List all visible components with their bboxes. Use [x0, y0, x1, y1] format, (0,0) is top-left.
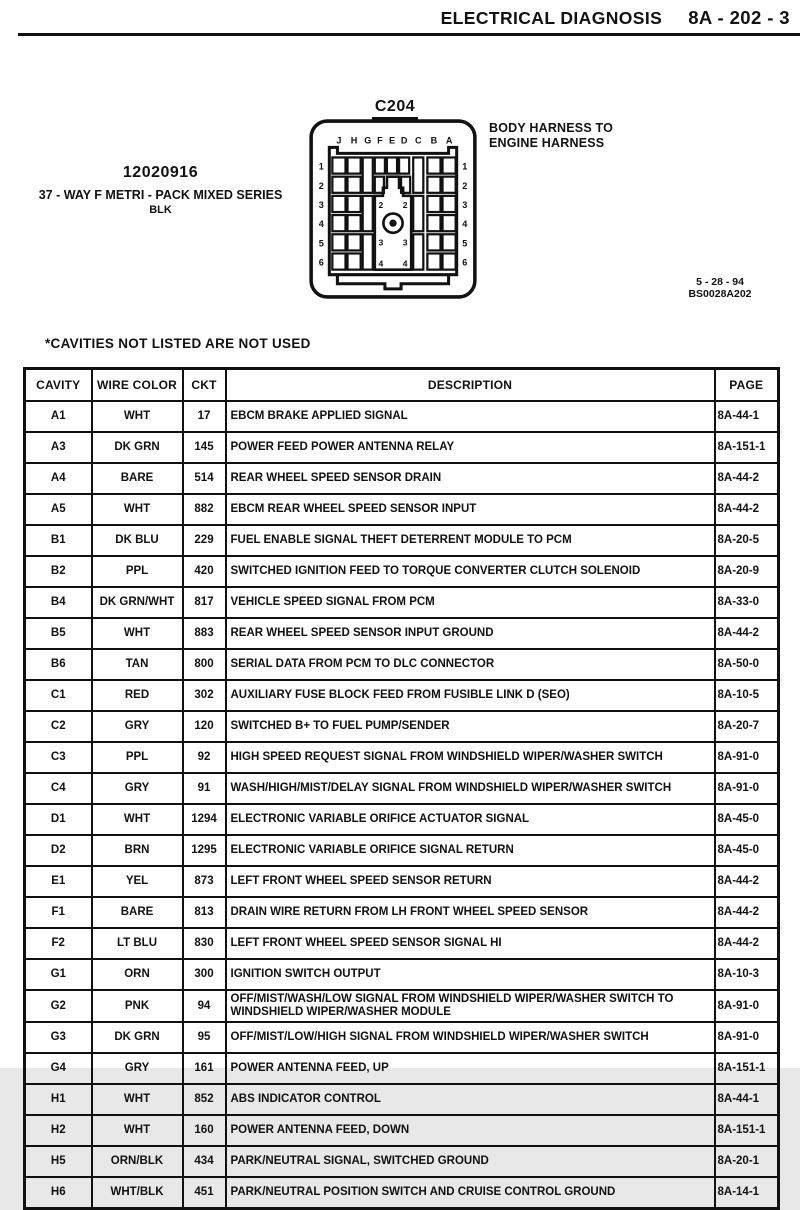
ckt-cell: 451	[183, 1177, 226, 1209]
table-row	[25, 556, 779, 587]
part-block	[18, 164, 303, 216]
ckt-cell: 95	[183, 1022, 226, 1053]
cavity-cell: F2	[25, 928, 92, 959]
figure-date-block	[655, 276, 785, 300]
svg-text:C: C	[414, 135, 422, 146]
svg-text:F: F	[377, 135, 383, 146]
ckt-cell: 145	[183, 432, 226, 463]
cavity-cell: A1	[25, 401, 92, 432]
header-ckt: CKT	[183, 369, 226, 402]
table-row	[25, 401, 779, 432]
svg-text:1: 1	[462, 161, 468, 172]
cavity-cell: G1	[25, 959, 92, 990]
series-label: 37 - WAY F METRI - PACK MIXED SERIES	[38, 188, 283, 202]
description-cell: IGNITION SWITCH OUTPUT	[226, 959, 715, 990]
table-row	[25, 1115, 779, 1146]
cavity-cell: A4	[25, 463, 92, 494]
wire-color-cell: PNK	[92, 990, 183, 1022]
wire-color-cell: WHT	[92, 1084, 183, 1115]
page-title	[441, 7, 790, 29]
table-row	[25, 680, 779, 711]
cavity-cell: B2	[25, 556, 92, 587]
description-cell: POWER ANTENNA FEED, DOWN	[226, 1115, 715, 1146]
wire-color-cell: PPL	[92, 742, 183, 773]
cavity-cell: B5	[25, 618, 92, 649]
svg-text:2: 2	[378, 199, 384, 210]
table-row	[25, 866, 779, 897]
ckt-cell: 813	[183, 897, 226, 928]
cavity-cell: G3	[25, 1022, 92, 1053]
page-cell: 8A-91-0	[715, 742, 779, 773]
table-row	[25, 742, 779, 773]
cavity-cell: H5	[25, 1146, 92, 1177]
svg-text:5: 5	[318, 238, 324, 249]
svg-text:A: A	[445, 135, 453, 146]
wire-color-cell: GRY	[92, 1053, 183, 1084]
description-cell: EBCM REAR WHEEL SPEED SENSOR INPUT	[226, 494, 715, 525]
ckt-cell: 17	[183, 401, 226, 432]
page-cell: 8A-33-0	[715, 587, 779, 618]
figure-date: 5 - 28 - 94	[696, 276, 744, 288]
page-cell: 8A-91-0	[715, 773, 779, 804]
page-cell: 8A-91-0	[715, 1022, 779, 1053]
page-ref: 8A - 202 - 3	[688, 7, 790, 28]
svg-text:6: 6	[318, 257, 324, 268]
svg-text:D: D	[400, 135, 408, 146]
wire-color-cell: DK GRN/WHT	[92, 587, 183, 618]
ckt-cell: 161	[183, 1053, 226, 1084]
ckt-cell: 420	[183, 556, 226, 587]
svg-text:4: 4	[462, 219, 468, 230]
cavity-cell: C4	[25, 773, 92, 804]
cavity-cell: F1	[25, 897, 92, 928]
cavity-cell: G2	[25, 990, 92, 1022]
page-cell: 8A-44-2	[715, 463, 779, 494]
ckt-cell: 300	[183, 959, 226, 990]
ckt-cell: 94	[183, 990, 226, 1022]
wire-color-cell: PPL	[92, 556, 183, 587]
page-cell: 8A-45-0	[715, 835, 779, 866]
cavity-cell: B4	[25, 587, 92, 618]
wire-color-cell: WHT/BLK	[92, 1177, 183, 1209]
svg-text:4: 4	[318, 219, 324, 230]
table-row	[25, 432, 779, 463]
table-row	[25, 959, 779, 990]
cavity-cell: A5	[25, 494, 92, 525]
wire-color-cell: DK GRN	[92, 1022, 183, 1053]
row-numbers-right	[462, 162, 467, 268]
page-cell: 8A-44-1	[715, 1084, 779, 1115]
page-cell: 8A-50-0	[715, 649, 779, 680]
cavity-cell: C2	[25, 711, 92, 742]
table-row	[25, 990, 779, 1022]
header-rule	[18, 33, 800, 36]
page-cell: 8A-20-7	[715, 711, 779, 742]
cavity-cell: D2	[25, 835, 92, 866]
page-cell: 8A-151-1	[715, 432, 779, 463]
description-cell: EBCM BRAKE APPLIED SIGNAL	[226, 401, 715, 432]
cavity-cell: E1	[25, 866, 92, 897]
description-cell: WASH/HIGH/MIST/DELAY SIGNAL FROM WINDSHIELD WIPER/WASHER SWITCH	[226, 773, 715, 804]
wire-color-cell: BARE	[92, 897, 183, 928]
description-cell: REAR WHEEL SPEED SENSOR DRAIN	[226, 463, 715, 494]
svg-text:3: 3	[462, 199, 468, 210]
description-cell: FUEL ENABLE SIGNAL THEFT DETERRENT MODULE TO PCM	[226, 525, 715, 556]
svg-text:E: E	[388, 135, 396, 146]
description-cell: LEFT FRONT WHEEL SPEED SENSOR RETURN	[226, 866, 715, 897]
header-cavity: CAVITY	[25, 369, 92, 402]
row-numbers-left	[319, 162, 324, 268]
table-row	[25, 494, 779, 525]
description-cell: DRAIN WIRE RETURN FROM LH FRONT WHEEL SPEED SENSOR	[226, 897, 715, 928]
ckt-cell: 883	[183, 618, 226, 649]
description-cell: ELECTRONIC VARIABLE ORIFICE SIGNAL RETURN	[226, 835, 715, 866]
header-wire-color: WIRE COLOR	[92, 369, 183, 402]
ckt-cell: 817	[183, 587, 226, 618]
table-row	[25, 1084, 779, 1115]
svg-text:6: 6	[462, 257, 468, 268]
ckt-cell: 434	[183, 1146, 226, 1177]
svg-text:1: 1	[318, 161, 324, 172]
ckt-cell: 302	[183, 680, 226, 711]
cavities-note: *CAVITIES NOT LISTED ARE NOT USED	[45, 336, 311, 351]
description-cell: REAR WHEEL SPEED SENSOR INPUT GROUND	[226, 618, 715, 649]
page-cell: 8A-44-2	[715, 866, 779, 897]
description-cell: POWER ANTENNA FEED, UP	[226, 1053, 715, 1084]
page-cell: 8A-44-2	[715, 897, 779, 928]
table-header-row	[25, 369, 779, 402]
cavity-cell: A3	[25, 432, 92, 463]
svg-text:5: 5	[462, 238, 468, 249]
page-cell: 8A-44-2	[715, 928, 779, 959]
page-cell: 8A-44-1	[715, 401, 779, 432]
table-row	[25, 1146, 779, 1177]
table-row	[25, 928, 779, 959]
page-cell: 8A-151-1	[715, 1115, 779, 1146]
ckt-cell: 1294	[183, 804, 226, 835]
wire-color-cell: WHT	[92, 401, 183, 432]
table-row	[25, 649, 779, 680]
description-cell: PARK/NEUTRAL POSITION SWITCH AND CRUISE CONTROL GROUND	[226, 1177, 715, 1209]
pin-letter-row	[336, 135, 452, 145]
description-cell: ABS INDICATOR CONTROL	[226, 1084, 715, 1115]
svg-text:B: B	[430, 135, 438, 146]
page-cell: 8A-45-0	[715, 804, 779, 835]
wire-color-cell: GRY	[92, 773, 183, 804]
description-cell: SWITCHED B+ TO FUEL PUMP/SENDER	[226, 711, 715, 742]
ckt-cell: 514	[183, 463, 226, 494]
description-cell: OFF/MIST/LOW/HIGH SIGNAL FROM WINDSHIELD WIPER/WASHER SWITCH	[226, 1022, 715, 1053]
cavity-cell: B6	[25, 649, 92, 680]
table-row	[25, 897, 779, 928]
svg-text:2: 2	[318, 180, 324, 191]
wire-color-cell: DK BLU	[92, 525, 183, 556]
ckt-cell: 800	[183, 649, 226, 680]
wire-color-cell: YEL	[92, 866, 183, 897]
wire-color-cell: TAN	[92, 649, 183, 680]
wire-color-cell: WHT	[92, 1115, 183, 1146]
description-cell: HIGH SPEED REQUEST SIGNAL FROM WINDSHIELD WIPER/WASHER SWITCH	[226, 742, 715, 773]
table-row	[25, 1053, 779, 1084]
connector-id-label: C204	[330, 98, 460, 120]
wire-color-cell: DK GRN	[92, 432, 183, 463]
wire-color-cell: ORN/BLK	[92, 1146, 183, 1177]
part-number: 12020916	[122, 164, 199, 181]
svg-text:3: 3	[378, 237, 384, 248]
table-row	[25, 587, 779, 618]
header-page: PAGE	[715, 369, 779, 402]
svg-text:3: 3	[318, 199, 324, 210]
table-row	[25, 618, 779, 649]
page-cell: 8A-91-0	[715, 990, 779, 1022]
wire-color-cell: WHT	[92, 618, 183, 649]
table-row	[25, 804, 779, 835]
table-row	[25, 1022, 779, 1053]
page-cell: 8A-20-5	[715, 525, 779, 556]
svg-text:2: 2	[402, 199, 408, 210]
page-cell: 8A-20-9	[715, 556, 779, 587]
ckt-cell: 830	[183, 928, 226, 959]
wire-color-cell: ORN	[92, 959, 183, 990]
wire-color-cell: BRN	[92, 835, 183, 866]
header-description: DESCRIPTION	[226, 369, 715, 402]
wire-color-cell: WHT	[92, 804, 183, 835]
table-row	[25, 773, 779, 804]
cavity-cell: B1	[25, 525, 92, 556]
cavity-cell: G4	[25, 1053, 92, 1084]
ckt-cell: 91	[183, 773, 226, 804]
table-row	[25, 835, 779, 866]
connector-svg	[308, 115, 478, 303]
ckt-cell: 1295	[183, 835, 226, 866]
harness-label: BODY HARNESS TO ENGINE HARNESS	[489, 121, 614, 150]
description-cell: SWITCHED IGNITION FEED TO TORQUE CONVERTER CLUTCH SOLENOID	[226, 556, 715, 587]
table-row	[25, 525, 779, 556]
description-cell: OFF/MIST/WASH/LOW SIGNAL FROM WINDSHIELD WIPER/WASHER SWITCH TO WINDSHIELD WIPER/WASHER MODULE	[226, 990, 715, 1022]
description-cell: LEFT FRONT WHEEL SPEED SENSOR SIGNAL HI	[226, 928, 715, 959]
description-cell: ELECTRONIC VARIABLE ORIFICE ACTUATOR SIGNAL	[226, 804, 715, 835]
table-row	[25, 463, 779, 494]
ckt-cell: 160	[183, 1115, 226, 1146]
page-cell: 8A-44-2	[715, 494, 779, 525]
mounting-hole-center	[389, 220, 396, 227]
page-cell: 8A-44-2	[715, 618, 779, 649]
figure-doc-number: BS0028A202	[688, 288, 752, 300]
ckt-cell: 92	[183, 742, 226, 773]
page-cell: 8A-10-3	[715, 959, 779, 990]
svg-text:4: 4	[402, 258, 408, 269]
bottom-bracket	[337, 275, 448, 289]
svg-text:4: 4	[378, 258, 384, 269]
wire-color-cell: RED	[92, 680, 183, 711]
cavity-cell: C1	[25, 680, 92, 711]
cavity-cell: D1	[25, 804, 92, 835]
svg-text:3: 3	[402, 237, 408, 248]
ckt-cell: 120	[183, 711, 226, 742]
description-cell: SERIAL DATA FROM PCM TO DLC CONNECTOR	[226, 649, 715, 680]
page-cell: 8A-14-1	[715, 1177, 779, 1209]
cavity-cell: C3	[25, 742, 92, 773]
ckt-cell: 852	[183, 1084, 226, 1115]
cavity-table	[23, 367, 780, 1210]
wire-color-cell: BARE	[92, 463, 183, 494]
table-row	[25, 1177, 779, 1209]
page-title-text: ELECTRICAL DIAGNOSIS	[440, 8, 663, 28]
svg-text:2: 2	[462, 180, 468, 191]
connector-color: BLK	[149, 204, 172, 216]
wire-color-cell: WHT	[92, 494, 183, 525]
key-plate-numbers	[378, 200, 407, 269]
description-cell: AUXILIARY FUSE BLOCK FEED FROM FUSIBLE LINK D (SEO)	[226, 680, 715, 711]
wire-color-cell: LT BLU	[92, 928, 183, 959]
page-cell: 8A-151-1	[715, 1053, 779, 1084]
svg-text:H: H	[350, 135, 358, 146]
description-cell: VEHICLE SPEED SIGNAL FROM PCM	[226, 587, 715, 618]
svg-text:G: G	[364, 135, 372, 146]
ckt-cell: 229	[183, 525, 226, 556]
page-cell: 8A-20-1	[715, 1146, 779, 1177]
cavity-cell: H1	[25, 1084, 92, 1115]
ckt-cell: 873	[183, 866, 226, 897]
svg-text:J: J	[336, 135, 342, 146]
description-cell: PARK/NEUTRAL SIGNAL, SWITCHED GROUND	[226, 1146, 715, 1177]
cavity-cell: H2	[25, 1115, 92, 1146]
cavity-cell: H6	[25, 1177, 92, 1209]
page-cell: 8A-10-5	[715, 680, 779, 711]
table-row	[25, 711, 779, 742]
connector-diagram	[308, 115, 478, 308]
wire-color-cell: GRY	[92, 711, 183, 742]
description-cell: POWER FEED POWER ANTENNA RELAY	[226, 432, 715, 463]
ckt-cell: 882	[183, 494, 226, 525]
